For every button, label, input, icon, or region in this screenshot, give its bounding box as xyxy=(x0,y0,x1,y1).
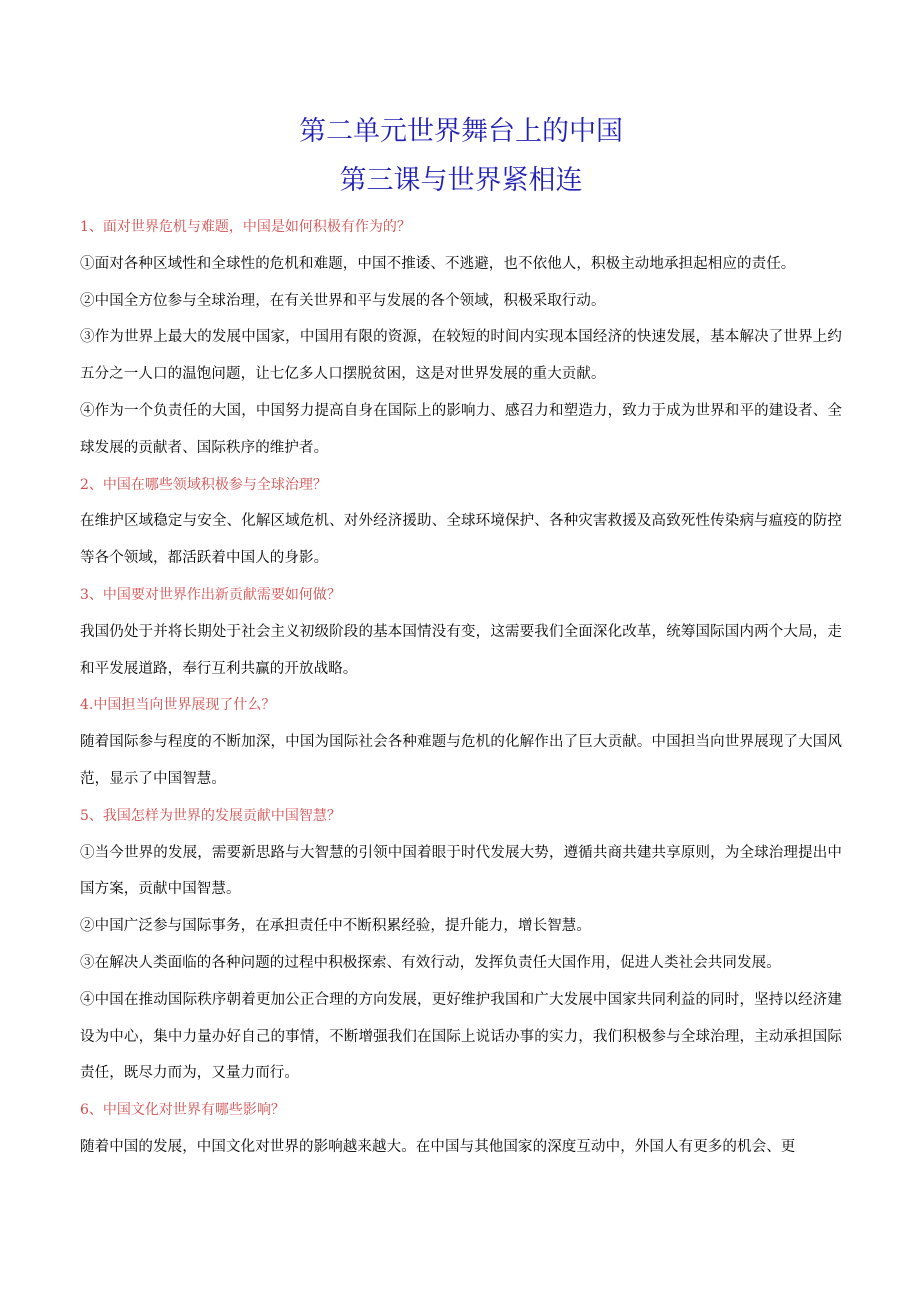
answer-paragraph: ④作为一个负责任的大国，中国努力提高自身在国际上的影响力、感召力和塑造力，致力于成为世界和平的建设者、全球发展的贡献者、国际秩序的维护者。 xyxy=(80,402,842,456)
answer-paragraph: 随着中国的发展，中国文化对世界的影响越来越大。在中国与其他国家的深度互动中，外国人有更多的机会、更 xyxy=(80,1138,796,1155)
answer-paragraph: ②中国全方位参与全球治理，在有关世界和平与发展的各个领域，积极采取行动。 xyxy=(80,292,606,309)
page-title: 第二单元世界舞台上的中国 xyxy=(299,116,623,147)
answer-paragraph: 随着国际参与程度的不断加深，中国为国际社会各种难题与危机的化解作出了巨大贡献。中国担当向世界展现了大国风范，显示了中国智慧。 xyxy=(80,734,842,787)
answer-paragraph: 我国仍处于并将长期处于社会主义初级阶段的基本国情没有变，这需要我们全面深化改革，统筹国际国内两个大局，走和平发展道路，奉行互利共赢的开放战略。 xyxy=(80,623,842,677)
answer-paragraph: ②中国广泛参与国际事务，在承担责任中不断积累经验，提升能力，增长智慧。 xyxy=(80,918,591,935)
document-page xyxy=(80,0,842,1301)
answer-paragraph: ④中国在推动国际秩序朝着更加公正合理的方向发展，更好维护我国和广大发展中国家共同利益的同时，坚持以经济建设为中心，集中力量办好自己的事情，不断增强我们在国际上说话办事的实力，我们积极参与全球治理，主动承担国际责任，既尽力而为，又量力而行。 xyxy=(80,991,842,1082)
answer-paragraph: ①面对各种区域性和全球性的危机和难题，中国不推诿、不逃避，也不依他人，积极主动地承担起相应的责任。 xyxy=(80,255,796,272)
question-heading: 1、面对世界危机与难题，中国是如何积极有作为的？ xyxy=(80,219,411,235)
question-heading: 4.中国担当向世界展现了什么？ xyxy=(80,697,276,714)
answer-paragraph: 在维护区域稳定与安全、化解区域危机、对外经济援助、全球环境保护、各种灾害救援及高致死性传染病与瘟疫的防控等各个领域，都活跃着中国人的身影。 xyxy=(80,513,842,567)
answer-paragraph: ③在解决人类面临的各种问题的过程中积极探索、有效行动，发挥负责任大国作用，促进人类社会共同发展。 xyxy=(80,954,781,971)
question-heading: 2、中国在哪些领域积极参与全球治理？ xyxy=(80,476,327,493)
question-heading: 3、中国要对世界作出新贡献需要如何做？ xyxy=(80,586,341,603)
question-heading: 5、我国怎样为世界的发展贡献中国智慧？ xyxy=(80,807,341,824)
content-body xyxy=(80,209,842,1166)
lesson-title: 第三课与世界紧相连 xyxy=(339,165,583,196)
answer-paragraph: ③作为世界上最大的发展中国家，中国用有限的资源，在较短的时间内实现本国经济的快速发展，基本解决了世界上约五分之一人口的温饱问题，让七亿多人口摆脱贫困，这是对世界发展的重大贡献。 xyxy=(80,329,842,383)
answer-paragraph: ①当今世界的发展，需要新思路与大智慧的引领中国着眼于时代发展大势，遵循共商共建共享原则，为全球治理提出中国方案，贡献中国智慧。 xyxy=(80,844,842,898)
question-heading: 6、中国文化对世界有哪些影响？ xyxy=(80,1102,285,1119)
